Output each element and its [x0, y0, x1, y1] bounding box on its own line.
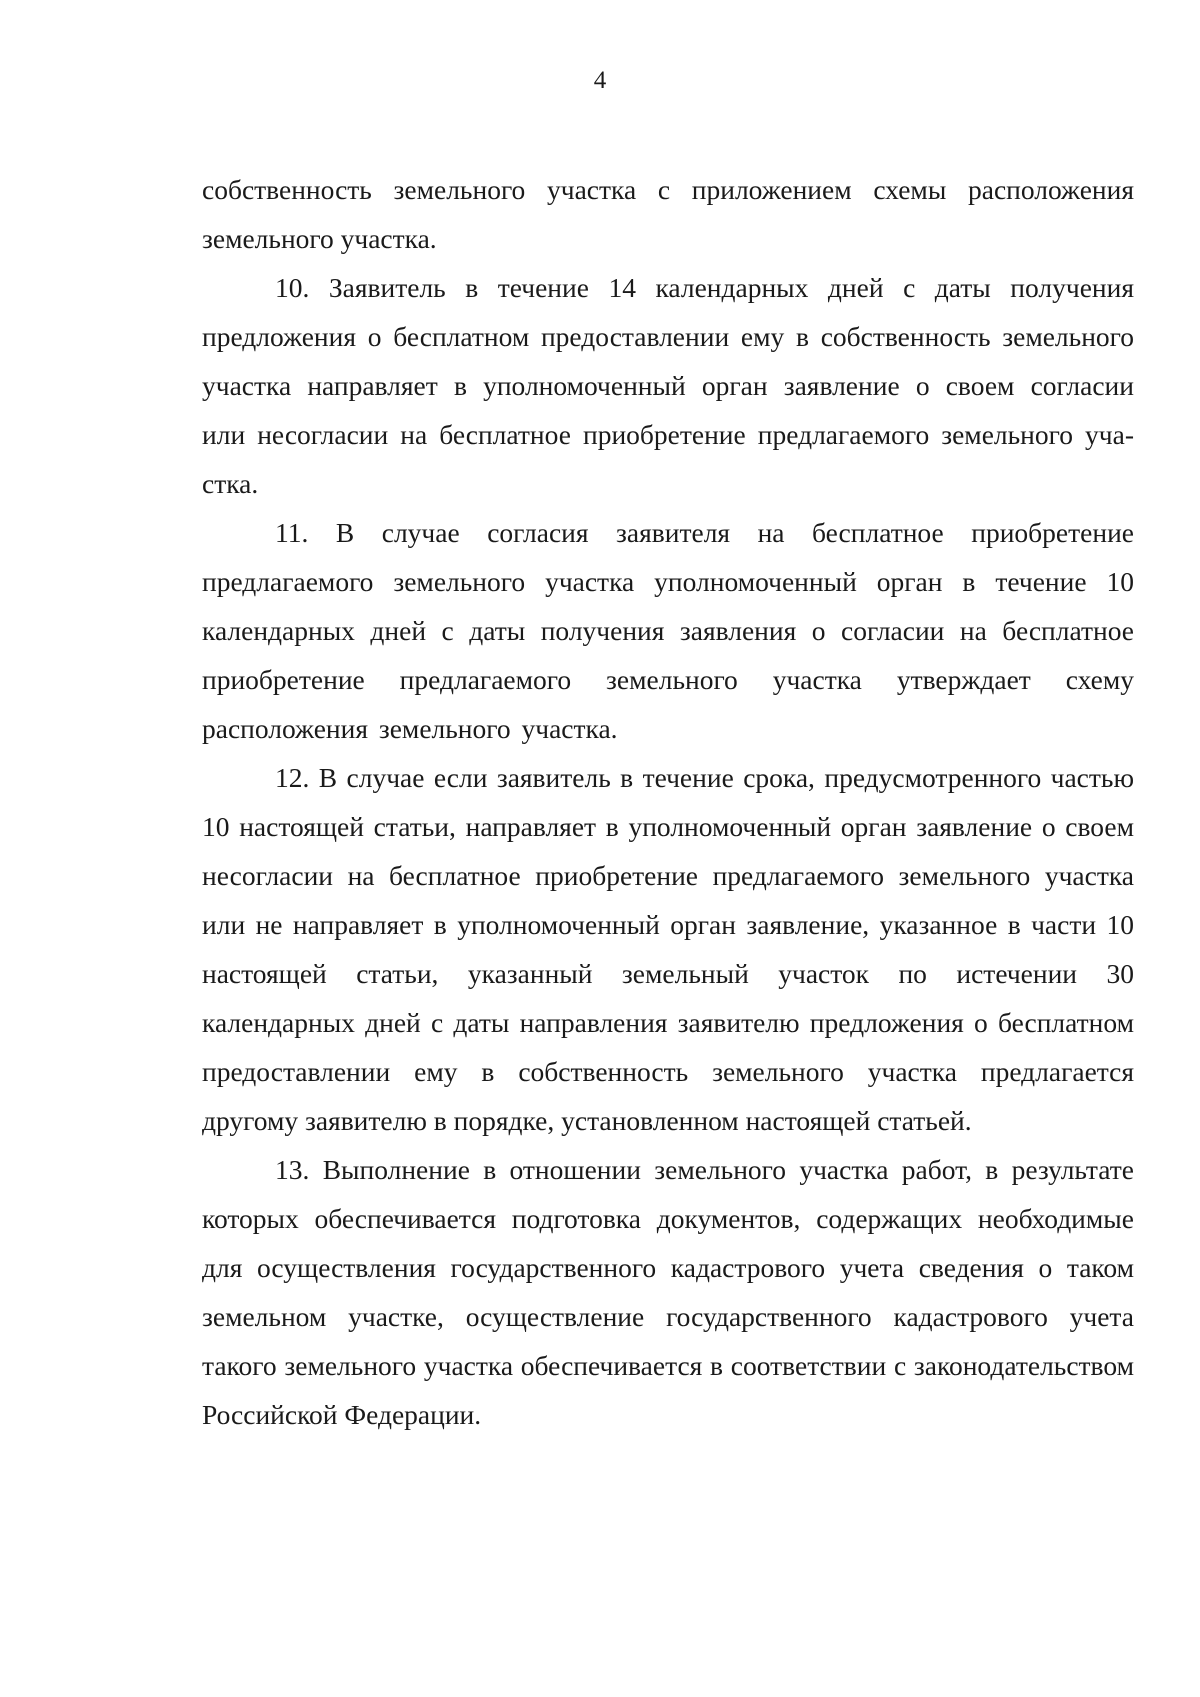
paragraph-10: 10. Заявитель в течение 14 календарных дней с даты получения предложения о бесплатном предоставлении ему в собственность земельного участка направляет в уполномоченный орган заявление о своем согласии или несогласии на бесплатное приобретение предлагаемого земельного участка.: [202, 272, 1134, 499]
paragraph-continuation: собственность земельного участка с приложением схемы расположения земельного участка.: [202, 174, 1134, 254]
page-number: 4: [593, 67, 607, 94]
document-body: [202, 165, 1134, 1439]
paragraph-11: 11. В случае согласия заявителя на бесплатное приобретение предлагаемого земельного участка уполномоченный орган в течение 10 календарных дней с даты получения заявления о согласии на бесплатное приобретение предлагаемого земельного участка утверждает схему расположения земельного участка.: [202, 517, 1134, 744]
paragraph-12: 12. В случае если заявитель в течение срока, предусмотренного частью 10 настоящей статьи, направляет в уполномоченный орган заявление о своем несогласии на бесплатное приобретение предлагаемого земельного участка или не направляет в уполномоченный орган заявление, указанное в части 10 настоящей статьи, указанный земельный участок по истечении 30 календарных дней с даты направления заявителю предложения о бесплатном предоставлении ему в собственность земельного участка предлагается другому заявителю в порядке, установленном настоящей статьей.: [202, 762, 1134, 1136]
paragraph-13: 13. Выполнение в отношении земельного участка работ, в результате которых обеспечивается подготовка документов, содержащих необходимые для осуществления государственного кадастрового учета сведения о таком земельном участке, осуществление государственного кадастрового учета такого земельного участка обеспечивается в соответствии с законодательством Российской Федерации.: [202, 1154, 1134, 1430]
